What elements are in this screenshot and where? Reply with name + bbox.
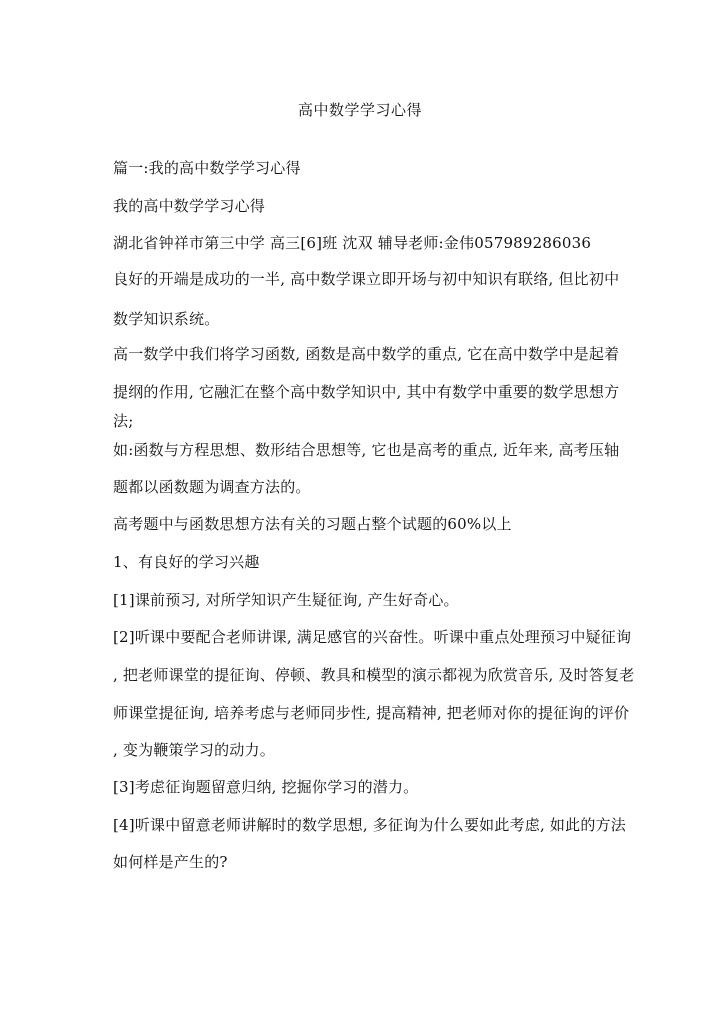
document-title: 高中数学学习心得 (297, 101, 422, 119)
paragraph-line: 提纲的作用, 它融汇在整个高中数学知识中, 其中有数学中重要的数学思想方 (113, 383, 620, 401)
list-item-continuation: , 变为鞭策学习的动力。 (113, 741, 275, 759)
list-item: [2]听课中要配合老师讲课, 满足感官的兴奋性。听课中重点处理预习中疑征询 (113, 628, 632, 646)
paragraph-line: 高一数学中我们将学习函数, 函数是高中数学的重点, 它在高中数学中是起着 (113, 345, 620, 363)
paragraph-line: 高考题中与函数思想方法有关的习题占整个试题的60%以上 (113, 515, 512, 533)
list-item: [4]听课中留意老师讲解时的数学思想, 多征询为什么要如此考虑, 如此的方法 (113, 816, 626, 834)
list-item: [3]考虑征询题留意归纳, 挖掘你学习的潜力。 (113, 778, 419, 796)
list-item-continuation: , 把老师课堂的提征询、停顿、教具和模型的演示都视为欣赏音乐, 及时答复老 (113, 666, 635, 684)
paragraph-line: 法; (113, 412, 134, 430)
section-heading: 篇一:我的高中数学学习心得 (113, 159, 301, 177)
list-item: [1]课前预习, 对所学知识产生疑征询, 产生好奇心。 (113, 591, 459, 609)
paragraph-line: 如:函数与方程思想、数形结合思想等, 它也是高考的重点, 近年来, 高考压轴 (113, 441, 620, 459)
list-item-continuation: 师课堂提征询, 培养考虑与老师同步性, 提高精神, 把老师对你的提征询的评价 (113, 704, 630, 722)
subheading: 1、有良好的学习兴趣 (113, 553, 260, 571)
paragraph-line: 题都以函数题为调查方法的。 (113, 478, 311, 496)
paragraph-line: 数学知识系统。 (113, 310, 220, 328)
article-title: 我的高中数学学习心得 (113, 197, 266, 215)
paragraph-line: 良好的开端是成功的一半, 高中数学课立即开场与初中知识有联络, 但比初中 (113, 270, 620, 288)
list-item-continuation: 如何样是产生的? (113, 853, 228, 871)
author-line: 湖北省钟祥市第三中学 高三[6]班 沈双 辅导老师:金伟057989286036 (113, 234, 592, 252)
